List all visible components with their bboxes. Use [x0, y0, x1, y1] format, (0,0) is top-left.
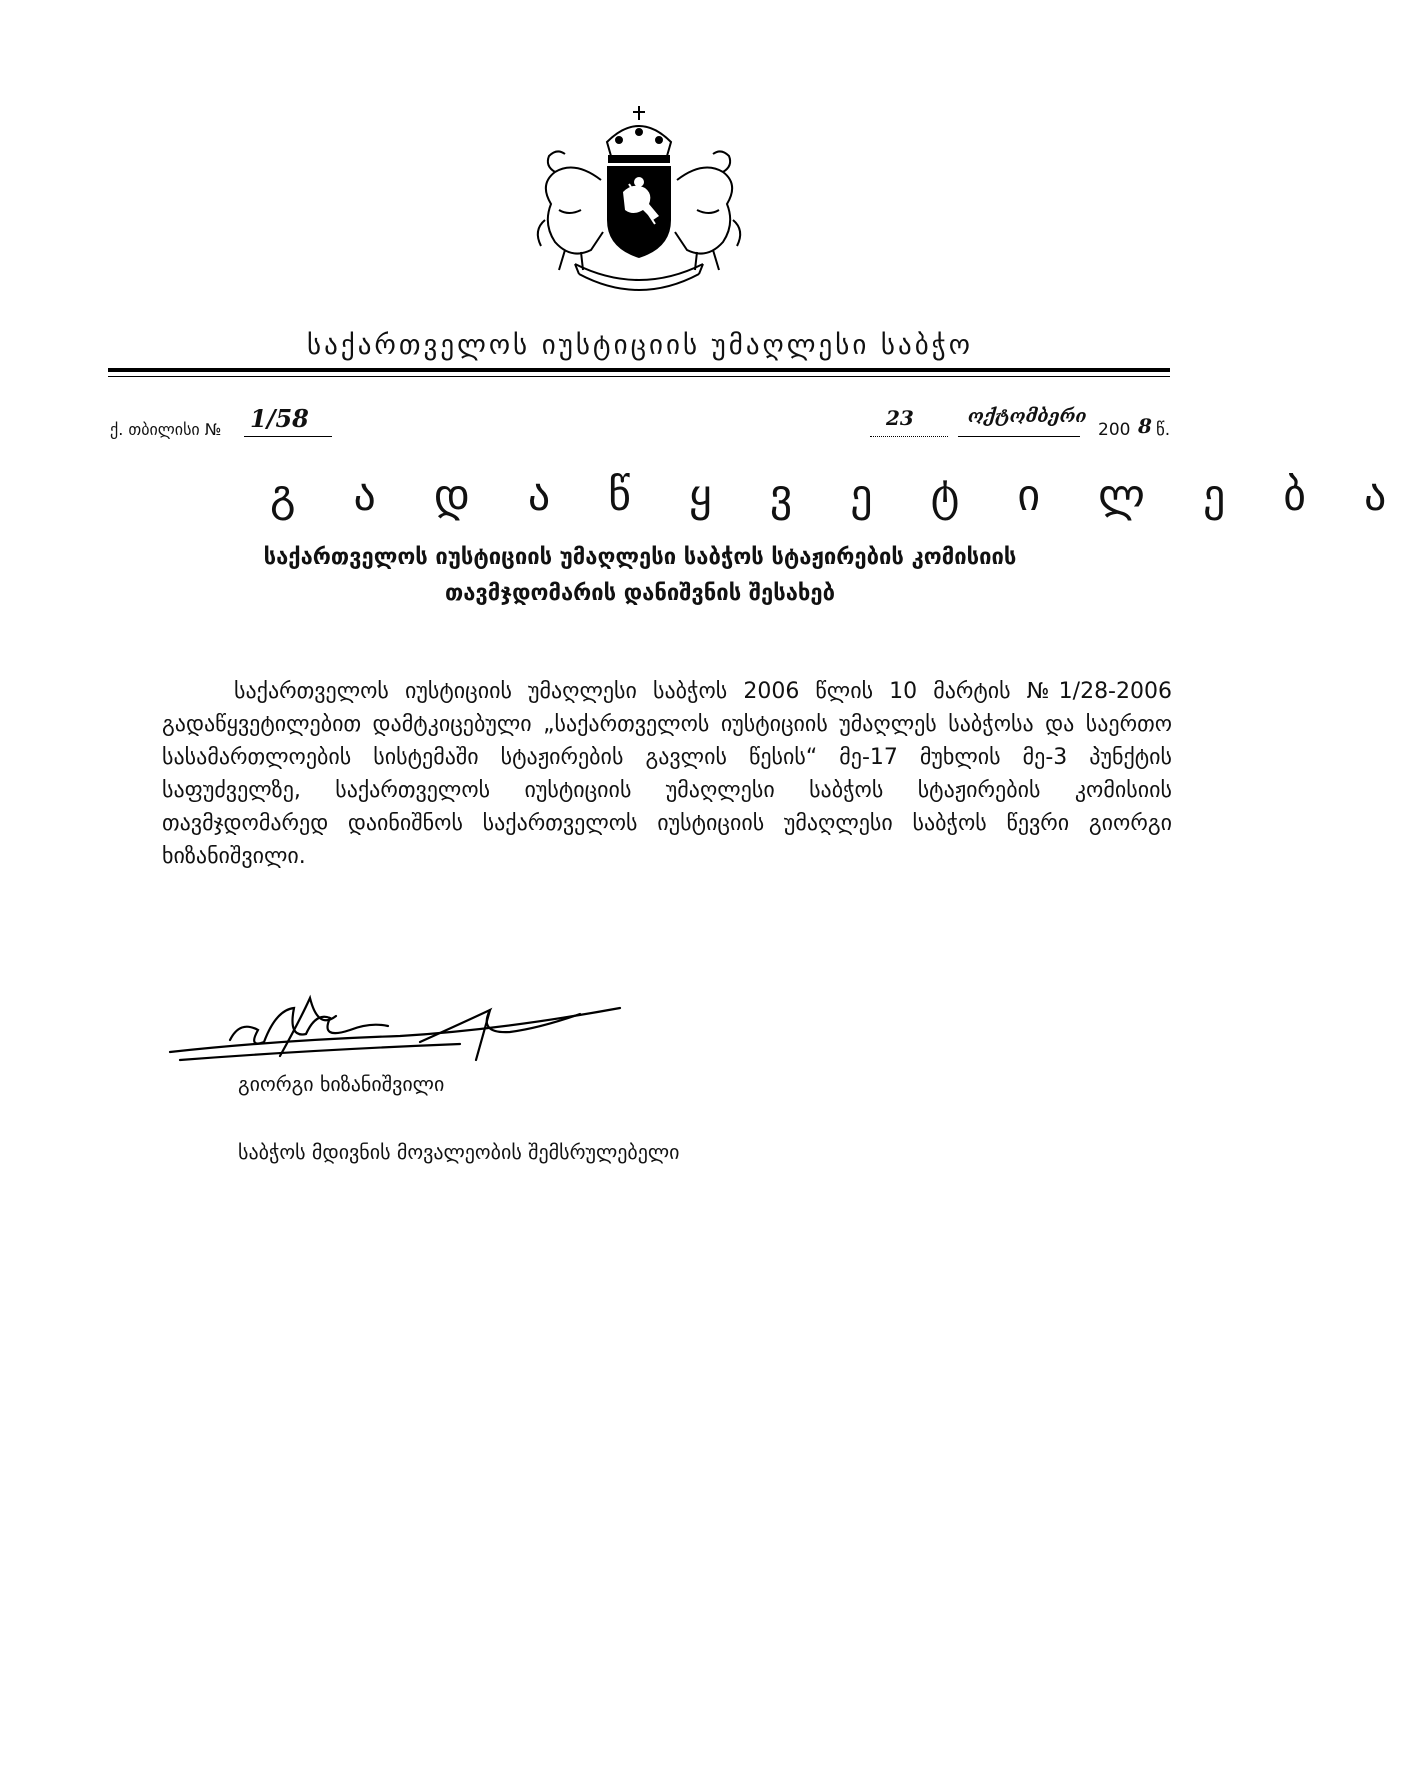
document-body: საქართველოს იუსტიციის უმაღლესი საბჭოს 2006 წლის 10 მარტის №1/28-2006 გადაწყვეტილებით დამტკიცებული „საქართველოს იუსტიციის უმაღლეს საბჭოსა და საერთო სასამართლოების სისტემაში სტაჟირების გავლის წესის“ მე-17 მუხლის მე-3 პუნქტის საფუძველზე, საქართველოს იუსტიციის უმაღლესი საბჭოს სტაჟირების კომისიის თავმჯდომარედ დაინიშნოს საქართველოს იუსტიციის უმაღლესი საბჭოს წევრი გიორგი ხიზანიშვილი.	[162, 679, 1172, 869]
motto-ribbon-icon	[575, 264, 703, 290]
document-subject	[200, 540, 1080, 612]
header-rule-thin	[108, 376, 1170, 377]
signer-role: საბჭოს მდივნის მოვალეობის შემსრულებელი	[238, 1140, 680, 1164]
lion-right-icon	[675, 151, 740, 270]
date-month: ოქტომბერი	[968, 406, 1087, 427]
year-suffix: წ.	[1156, 420, 1171, 440]
shield-icon	[607, 166, 671, 258]
document-type-heading: გ ა დ ა წ ყ ვ ე ტ ი ლ ე ბ ა	[270, 470, 1408, 521]
handwritten-signature	[160, 990, 640, 1070]
lion-left-icon	[538, 151, 603, 270]
document-number: 1/58	[250, 404, 309, 433]
crown-icon	[607, 106, 671, 162]
header-rule-thick	[108, 368, 1170, 372]
place-label: ქ. თბილისი №	[110, 420, 222, 439]
signer-name: გიორგი ხიზანიშვილი	[238, 1072, 445, 1096]
date-day: 23	[886, 406, 914, 430]
subject-line-1: საქართველოს იუსტიციის უმაღლესი საბჭოს სტაჟირების კომისიის	[263, 545, 1017, 570]
coat-of-arms-emblem	[515, 100, 763, 300]
organization-title: საქართველოს იუსტიციის უმაღლესი საბჭო	[307, 330, 973, 361]
subject-line-2: თავმჯდომარის დანიშვნის შესახებ	[444, 581, 836, 606]
year-prefix: 200	[1098, 420, 1131, 440]
year-last-digit: 8	[1138, 414, 1152, 438]
